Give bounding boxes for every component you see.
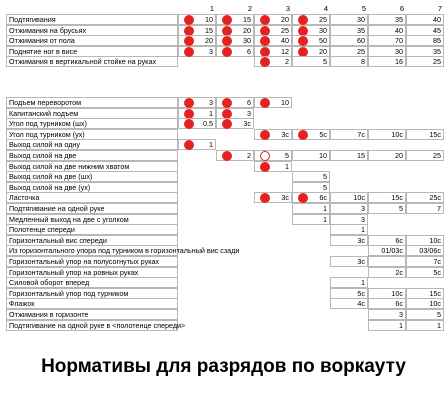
norm-value: 35 bbox=[330, 25, 368, 36]
exercise-label: Выход силой на одну bbox=[6, 139, 178, 150]
norm-value: 16 bbox=[368, 56, 406, 67]
norm-value: 40 bbox=[406, 14, 444, 25]
red-marker-icon bbox=[184, 36, 194, 46]
exercise-label: Выход силой на две нижним хватом bbox=[6, 161, 178, 172]
norm-value: 5с bbox=[330, 288, 368, 299]
norm-value: 5 bbox=[368, 203, 406, 214]
norm-value: 15 bbox=[178, 25, 216, 36]
exercise-label: Поднятие ног в висе bbox=[6, 46, 178, 57]
red-marker-icon bbox=[298, 193, 308, 203]
norm-value: 1 bbox=[330, 277, 368, 288]
red-marker-icon bbox=[260, 15, 270, 25]
norm-value: 10с bbox=[330, 192, 368, 203]
red-marker-icon bbox=[184, 119, 194, 129]
norm-value: 35 bbox=[368, 14, 406, 25]
norm-value: 5с bbox=[406, 267, 444, 278]
exercise-label: Подъем переворотом bbox=[6, 97, 178, 108]
red-marker-icon bbox=[222, 119, 232, 129]
norm-value: 7с bbox=[406, 256, 444, 267]
norm-value: 4с bbox=[330, 298, 368, 309]
column-header-3: 3 bbox=[285, 4, 290, 13]
exercise-label: Подтягивание на одной руке в <полотенце спереди> bbox=[6, 320, 178, 331]
norm-value: 1 bbox=[178, 108, 216, 119]
norm-value: 3с bbox=[254, 192, 292, 203]
exercise-label: Отжимания в вертикальной стойке на руках bbox=[6, 56, 178, 67]
norm-value: 12 bbox=[254, 46, 292, 57]
norm-value: 2 bbox=[216, 150, 254, 161]
norm-value: 5 bbox=[406, 309, 444, 320]
red-marker-icon bbox=[184, 15, 194, 25]
norm-value: 5 bbox=[254, 150, 292, 161]
red-marker-icon bbox=[298, 15, 308, 25]
norm-value: 25 bbox=[406, 56, 444, 67]
norm-value: 25 bbox=[292, 14, 330, 25]
norm-value: 6 bbox=[216, 46, 254, 57]
norm-value: 3 bbox=[330, 214, 368, 225]
exercise-label: Флажок bbox=[6, 298, 178, 309]
norm-value: 3с bbox=[330, 235, 368, 246]
norm-value: 10с bbox=[368, 288, 406, 299]
column-header-1: 1 bbox=[209, 4, 214, 13]
norm-value: 15с bbox=[368, 192, 406, 203]
norm-value: 0.5 bbox=[178, 118, 216, 129]
exercise-label: Силовой оборот вперед bbox=[6, 277, 178, 288]
exercise-label: Горизонтальный упор на ровных руках bbox=[6, 267, 178, 278]
norm-value: 40 bbox=[368, 25, 406, 36]
norm-value: 30 bbox=[330, 14, 368, 25]
norm-value: 6 bbox=[216, 97, 254, 108]
exercise-label: Ласточка bbox=[6, 192, 178, 203]
norm-value: 5 bbox=[292, 171, 330, 182]
norm-value: 15с bbox=[406, 129, 444, 140]
norm-value: 3с bbox=[330, 256, 368, 267]
exercise-label: Выход силой на две (шх) bbox=[6, 171, 178, 182]
norm-value: 20 bbox=[292, 46, 330, 57]
norm-value: 20 bbox=[254, 14, 292, 25]
norm-value: 35 bbox=[406, 46, 444, 57]
norm-value: 2 bbox=[254, 56, 292, 67]
red-marker-icon bbox=[222, 26, 232, 36]
norm-value: 15 bbox=[216, 14, 254, 25]
norm-value: 1 bbox=[254, 161, 292, 172]
red-marker-icon bbox=[298, 36, 308, 46]
norm-value: 20 bbox=[216, 25, 254, 36]
norm-value: 25 bbox=[406, 150, 444, 161]
norm-value: 20 bbox=[178, 35, 216, 46]
norm-value: 10с bbox=[406, 235, 444, 246]
norm-value: 45 bbox=[406, 25, 444, 36]
column-header-6: 6 bbox=[399, 4, 404, 13]
norm-value: 8 bbox=[330, 56, 368, 67]
exercise-label: Горизонтальный вис спереди bbox=[6, 235, 178, 246]
exercise-label: Выход силой на две bbox=[6, 150, 178, 161]
norm-value: 25 bbox=[254, 25, 292, 36]
exercise-label: Капитанский подъем bbox=[6, 108, 178, 119]
norm-value: 3 bbox=[330, 203, 368, 214]
red-marker-icon bbox=[184, 98, 194, 108]
norm-value: 3 bbox=[368, 309, 406, 320]
norm-value: 01/03с bbox=[368, 245, 406, 256]
norm-value: 70 bbox=[368, 35, 406, 46]
norm-value: 6с bbox=[368, 235, 406, 246]
norm-value: 10 bbox=[254, 97, 292, 108]
norm-value: 3 bbox=[178, 46, 216, 57]
norm-value: 3 bbox=[216, 108, 254, 119]
norm-value: 6с bbox=[368, 298, 406, 309]
exercise-label: Угол под турником (ух) bbox=[6, 129, 178, 140]
red-marker-icon bbox=[260, 57, 270, 67]
exercise-label: Горизонтальный упор под турником bbox=[6, 288, 178, 299]
norm-value: 40 bbox=[254, 35, 292, 46]
norm-value: 5с bbox=[292, 129, 330, 140]
exercise-label: Угол под турником (шх) bbox=[6, 118, 178, 129]
red-marker-icon bbox=[222, 109, 232, 119]
norm-value: 3 bbox=[178, 97, 216, 108]
norm-value: 2с bbox=[368, 267, 406, 278]
norm-value: 30 bbox=[368, 46, 406, 57]
red-marker-icon bbox=[184, 109, 194, 119]
red-marker-icon bbox=[260, 130, 270, 140]
norm-value: 20 bbox=[368, 150, 406, 161]
norm-value: 30 bbox=[216, 35, 254, 46]
norm-value bbox=[368, 256, 406, 267]
red-marker-icon bbox=[260, 98, 270, 108]
norm-value: 03/06с bbox=[406, 245, 444, 256]
norm-value: 6с bbox=[292, 192, 330, 203]
norm-value: 10 bbox=[178, 14, 216, 25]
norm-value: 5 bbox=[292, 182, 330, 193]
norm-value: 10 bbox=[292, 150, 330, 161]
red-marker-icon bbox=[260, 26, 270, 36]
column-header-2: 2 bbox=[247, 4, 252, 13]
red-marker-icon bbox=[298, 26, 308, 36]
exercise-label: Отжимания на брусьях bbox=[6, 25, 178, 36]
norm-value: 85 bbox=[406, 35, 444, 46]
column-header-7: 7 bbox=[437, 4, 442, 13]
norm-value: 10с bbox=[368, 129, 406, 140]
red-marker-icon bbox=[260, 36, 270, 46]
norm-value: 3с bbox=[216, 118, 254, 129]
red-marker-icon bbox=[298, 130, 308, 140]
norm-value: 3с bbox=[254, 129, 292, 140]
norm-value: 25с bbox=[406, 192, 444, 203]
norm-value: 7 bbox=[406, 203, 444, 214]
norm-value: 15 bbox=[330, 150, 368, 161]
red-marker-icon bbox=[260, 193, 270, 203]
column-header-5: 5 bbox=[361, 4, 366, 13]
norm-value: 1 bbox=[292, 203, 330, 214]
norm-value: 50 bbox=[292, 35, 330, 46]
red-marker-icon bbox=[222, 47, 232, 57]
norm-value: 60 bbox=[330, 35, 368, 46]
exercise-label: Подтягивание на одной руке bbox=[6, 203, 178, 214]
norm-value: 1 bbox=[368, 320, 406, 331]
exercise-label: Отжимания в горизонте bbox=[6, 309, 178, 320]
red-marker-icon bbox=[222, 151, 232, 161]
norm-value: 5 bbox=[292, 56, 330, 67]
red-marker-icon bbox=[184, 26, 194, 36]
norm-value: 7с bbox=[330, 129, 368, 140]
page-title: Нормативы для разрядов по воркауту bbox=[41, 356, 406, 377]
norm-value: 15с bbox=[406, 288, 444, 299]
norm-value: 1 bbox=[178, 139, 216, 150]
norm-value: 1 bbox=[292, 214, 330, 225]
red-marker-icon bbox=[222, 36, 232, 46]
red-marker-icon bbox=[260, 47, 270, 57]
norm-value: 1 bbox=[330, 224, 368, 235]
exercise-label: Полотенце спереди bbox=[6, 224, 178, 235]
norm-value: 10с bbox=[406, 298, 444, 309]
exercise-label: Медленный выход на две с уголком bbox=[6, 214, 178, 225]
exercise-label: Выход силой на две (ух) bbox=[6, 182, 178, 193]
red-marker-icon bbox=[222, 15, 232, 25]
column-header-4: 4 bbox=[323, 4, 328, 13]
exercise-label: Подтягивания bbox=[6, 14, 178, 25]
norm-value: 1 bbox=[406, 320, 444, 331]
red-marker-icon bbox=[298, 47, 308, 57]
red-marker-icon bbox=[184, 140, 194, 150]
red-marker-icon bbox=[184, 47, 194, 57]
hollow-marker-icon bbox=[260, 151, 270, 161]
exercise-label: Отжимания от пола bbox=[6, 35, 178, 46]
exercise-label: Из горизонтального упора под турником в горизонтальный вис сзади bbox=[6, 245, 178, 256]
red-marker-icon bbox=[222, 98, 232, 108]
exercise-label: Горизонтальный упор на полусогнутых руках bbox=[6, 256, 178, 267]
red-marker-icon bbox=[260, 162, 270, 172]
norm-value: 25 bbox=[330, 46, 368, 57]
norm-value: 30 bbox=[292, 25, 330, 36]
